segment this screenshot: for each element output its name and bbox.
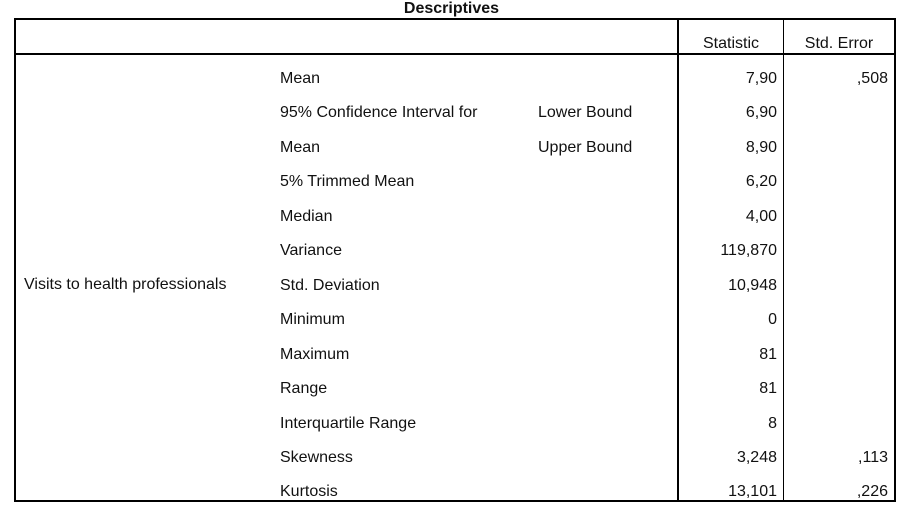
- row-label: Maximum: [280, 346, 350, 363]
- row-std-error: ,508: [856, 70, 888, 87]
- row-statistic: 0: [768, 311, 777, 328]
- column-header-statistic: Statistic: [702, 35, 759, 52]
- row-statistic: 6,90: [745, 104, 777, 121]
- row-sublabel: Upper Bound: [538, 139, 633, 156]
- row-statistic: 13,101: [728, 483, 777, 500]
- std-error-column-divider: [783, 20, 784, 500]
- row-label: Std. Deviation: [280, 277, 380, 294]
- variable-label: Visits to health professionals: [24, 276, 227, 293]
- row-label: 5% Trimmed Mean: [280, 173, 415, 190]
- row-label: Interquartile Range: [280, 415, 417, 432]
- row-statistic: 81: [759, 346, 777, 363]
- descriptives-table: [14, 18, 896, 502]
- row-label: Range: [280, 380, 328, 397]
- header-divider: [16, 53, 894, 55]
- row-statistic: 4,00: [745, 208, 777, 225]
- row-statistic: 81: [759, 380, 777, 397]
- row-std-error: ,226: [856, 483, 888, 500]
- row-label: Kurtosis: [280, 483, 338, 500]
- row-label: 95% Confidence Interval for: [280, 104, 478, 121]
- row-statistic: 119,870: [720, 242, 777, 259]
- row-label: Mean: [280, 70, 321, 87]
- row-statistic: 6,20: [745, 173, 777, 190]
- row-sublabel: Lower Bound: [538, 104, 633, 121]
- row-label: Mean: [280, 139, 321, 156]
- row-statistic: 7,90: [745, 70, 777, 87]
- row-label: Median: [280, 208, 333, 225]
- row-statistic: 3,248: [736, 449, 777, 466]
- row-std-error: ,113: [858, 449, 888, 466]
- row-statistic: 8,90: [745, 139, 777, 156]
- row-statistic: 8: [768, 415, 777, 432]
- row-label: Skewness: [280, 449, 353, 466]
- row-label: Variance: [280, 242, 342, 259]
- row-statistic: 10,948: [728, 277, 777, 294]
- column-header-std-error: Std. Error: [804, 35, 874, 52]
- table-title: Descriptives: [403, 0, 500, 17]
- row-label: Minimum: [280, 311, 345, 328]
